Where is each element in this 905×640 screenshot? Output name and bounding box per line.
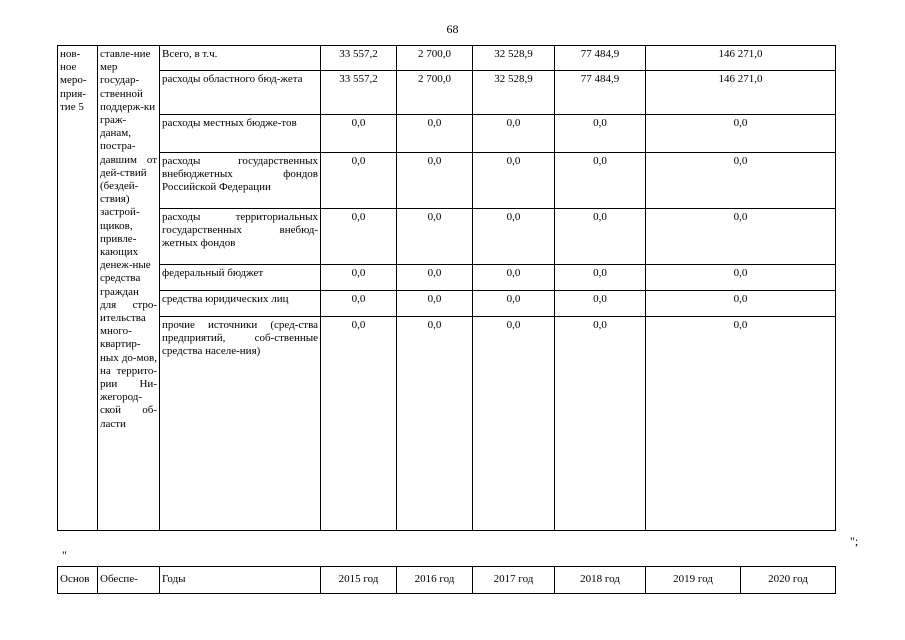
page-number: 68: [446, 22, 459, 36]
funding-source-label: средства юридических лиц: [160, 291, 321, 317]
table-row: [58, 71, 836, 115]
value-2016: 0,0: [397, 317, 473, 531]
table-row: [58, 46, 836, 71]
year-header: 2018 год: [555, 567, 646, 594]
funding-table: [57, 45, 836, 531]
opening-quote-mark: ": [62, 548, 67, 562]
funding-source-label: расходы территориальных государственных внебюд-жетных фондов: [160, 209, 321, 265]
value-2018: 0,0: [555, 115, 646, 153]
value-total: 0,0: [646, 115, 836, 153]
year-header: 2015 год: [321, 567, 397, 594]
value-2015: 0,0: [321, 291, 397, 317]
value-2016: 2 700,0: [397, 46, 473, 71]
value-2017: 0,0: [473, 265, 555, 291]
value-2015: 0,0: [321, 115, 397, 153]
year-header: 2020 год: [741, 567, 836, 594]
value-2017: 0,0: [473, 209, 555, 265]
value-total: 0,0: [646, 291, 836, 317]
value-total: 0,0: [646, 317, 836, 531]
value-2015: 33 557,2: [321, 71, 397, 115]
value-2016: 0,0: [397, 291, 473, 317]
funding-source-label: расходы областного бюд-жета: [160, 71, 321, 115]
value-2017: 0,0: [473, 153, 555, 209]
value-2018: 77 484,9: [555, 71, 646, 115]
value-total: 146 271,0: [646, 46, 836, 71]
value-2015: 0,0: [321, 265, 397, 291]
funding-source-label: прочие источники (сред-ства предприятий, соб-ственные средства населе-ния): [160, 317, 321, 531]
measure-name-cell: нов-ное меро-прия-тие 5: [58, 46, 98, 531]
description-header-cell: Обеспе-: [98, 567, 160, 594]
year-header: 2019 год: [646, 567, 741, 594]
measure-description-cell: ставле-ние мер государ-ственной поддерж-ки граж-данам, постра-давшим от дей-ствий (бездей-ствия) застрой-щиков, привле-кающих денеж-ные средства граждан для стро-ительства много-квартир-ных до-мов, на террито-рии Ни-жегород-ской об-ласти: [98, 46, 160, 531]
closing-quote-mark: ";: [850, 534, 859, 548]
funding-source-label: федеральный бюджет: [160, 265, 321, 291]
year-header: 2017 год: [473, 567, 555, 594]
table-row: [58, 567, 836, 594]
table-row: [58, 209, 836, 265]
table-row: [58, 291, 836, 317]
table-row: [58, 153, 836, 209]
value-2016: 0,0: [397, 115, 473, 153]
year-header: 2016 год: [397, 567, 473, 594]
value-2018: 77 484,9: [555, 46, 646, 71]
funding-source-label: расходы государственных внебюджетных фондов Российской Федерации: [160, 153, 321, 209]
value-2015: 0,0: [321, 153, 397, 209]
table-row: [58, 115, 836, 153]
table-row: [58, 317, 836, 531]
funding-source-label: расходы местных бюдже-тов: [160, 115, 321, 153]
value-2016: 2 700,0: [397, 71, 473, 115]
value-2018: 0,0: [555, 317, 646, 531]
value-2018: 0,0: [555, 153, 646, 209]
value-2018: 0,0: [555, 265, 646, 291]
value-2017: 32 528,9: [473, 46, 555, 71]
value-2018: 0,0: [555, 291, 646, 317]
value-2016: 0,0: [397, 153, 473, 209]
value-2017: 0,0: [473, 317, 555, 531]
table-row: [58, 265, 836, 291]
value-total: 0,0: [646, 265, 836, 291]
value-2015: 0,0: [321, 317, 397, 531]
value-total: 146 271,0: [646, 71, 836, 115]
value-2016: 0,0: [397, 265, 473, 291]
value-2017: 0,0: [473, 291, 555, 317]
years-label: Годы: [160, 567, 321, 594]
value-2017: 32 528,9: [473, 71, 555, 115]
value-2016: 0,0: [397, 209, 473, 265]
years-header-table: [57, 566, 836, 594]
value-total: 0,0: [646, 153, 836, 209]
value-2018: 0,0: [555, 209, 646, 265]
measure-header-cell: Основ: [58, 567, 98, 594]
funding-source-label: Всего, в т.ч.: [160, 46, 321, 71]
value-2015: 0,0: [321, 209, 397, 265]
value-2017: 0,0: [473, 115, 555, 153]
value-total: 0,0: [646, 209, 836, 265]
value-2015: 33 557,2: [321, 46, 397, 71]
